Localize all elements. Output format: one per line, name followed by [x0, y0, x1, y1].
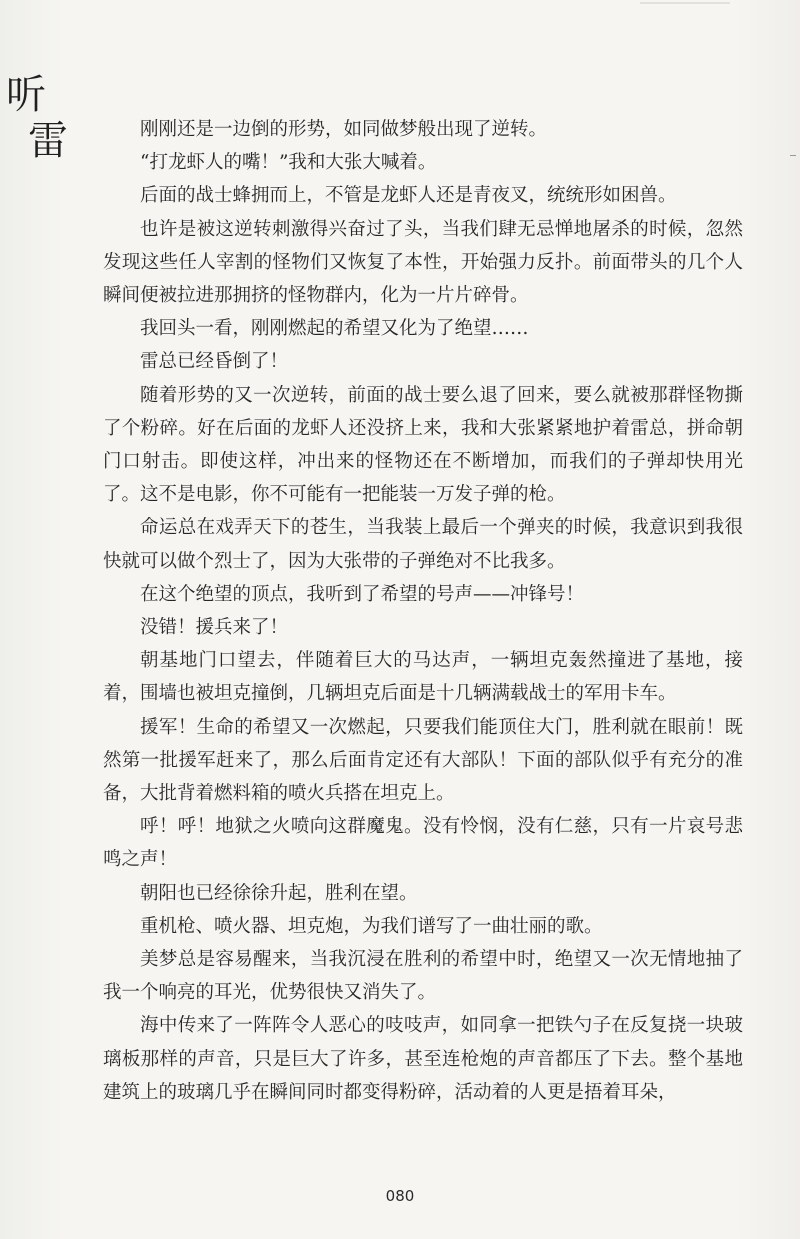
paragraph: 刚刚还是一边倒的形势，如同做梦般出现了逆转。 [140, 119, 548, 140]
body-text [103, 113, 743, 1109]
paragraph: 命运总在戏弄天下的苍生，当我装上最后一个弹夹的时候，我意识到我很快就可以做个烈士了，因为大张带的子弹绝对不比我多。 [103, 517, 743, 572]
running-title [6, 72, 68, 164]
paragraph: 在这个绝望的顶点，我听到了希望的号声——冲锋号！ [140, 583, 585, 605]
paragraph: 朝阳也已经徐徐升起，胜利在望。 [140, 882, 418, 904]
paragraph: 朝基地门口望去，伴随着巨大的马达声，一辆坦克轰然撞进了基地，接着，围墙也被坦克撞倒，几辆坦克后面是十几辆满载战士的军用卡车。 [103, 650, 743, 705]
paragraph: 随着形势的又一次逆转，前面的战士要么退了回来，要么就被那群怪物撕了个粉碎。好在后面的龙虾人还没挤上来，我和大张紧紧地护着雷总，拼命朝门口射击。即使这样，冲出来的怪物还在不断增加，而我们的子弹却快用光了。这不是电影，你不可能有一把能装一万发子弹的枪。 [103, 384, 743, 506]
paragraph: 我回头一看，刚刚燃起的希望又化为了绝望…… [140, 318, 529, 340]
paragraph: 呼！呼！地狱之火喷向这群魔鬼。没有怜悯，没有仁慈，只有一片哀号悲鸣之声！ [103, 816, 743, 871]
paragraph: 也许是被这逆转刺激得兴奋过了头，当我们肆无忌惮地屠杀的时候，忽然发现这些任人宰割的怪物们又恢复了本性，开始强力反扑。前面带头的几个人瞬间便被拉进那拥挤的怪物群内，化为一片片碎骨。 [103, 218, 743, 307]
paragraph: 没错！援兵来了！ [140, 617, 289, 639]
paragraph: 雷总已经昏倒了！ [140, 351, 289, 373]
paragraph: “打龙虾人的嘴！”我和大张大喊着。 [140, 152, 437, 174]
paragraph: 援军！生命的希望又一次燃起，只要我们能顶住大门，胜利就在眼前！既然第一批援军赶来了，那么后面肯定还有大部队！下面的部队似乎有充分的准备，大批背着燃料箱的喷火兵搭在坦克上。 [103, 716, 743, 805]
title-char-2: 雷 [28, 118, 68, 164]
paragraph: 海中传来了一阵阵令人恶心的吱吱声，如同拿一把铁勺子在反复挠一块玻璃板那样的声音，只是巨大了许多，甚至连枪炮的声音都压了下去。整个基地建筑上的玻璃几乎在瞬间同时都变得粉碎，活动着的人更是捂着耳朵， [103, 1015, 743, 1103]
paragraph: 后面的战士蜂拥而上，不管是龙虾人还是青夜叉，统统形如困兽。 [140, 185, 677, 207]
page-number: 080 [385, 1187, 415, 1205]
scan-edge-mark [640, 2, 730, 4]
edge-tick [790, 155, 796, 156]
title-char-1: 听 [6, 72, 46, 118]
paragraph: 美梦总是容易醒来，当我沉浸在胜利的希望中时，绝望又一次无情地抽了我一个响亮的耳光，优势很快又消失了。 [103, 949, 743, 1004]
paragraph: 重机枪、喷火器、坦克炮，为我们谱写了一曲壮丽的歌。 [140, 915, 603, 937]
